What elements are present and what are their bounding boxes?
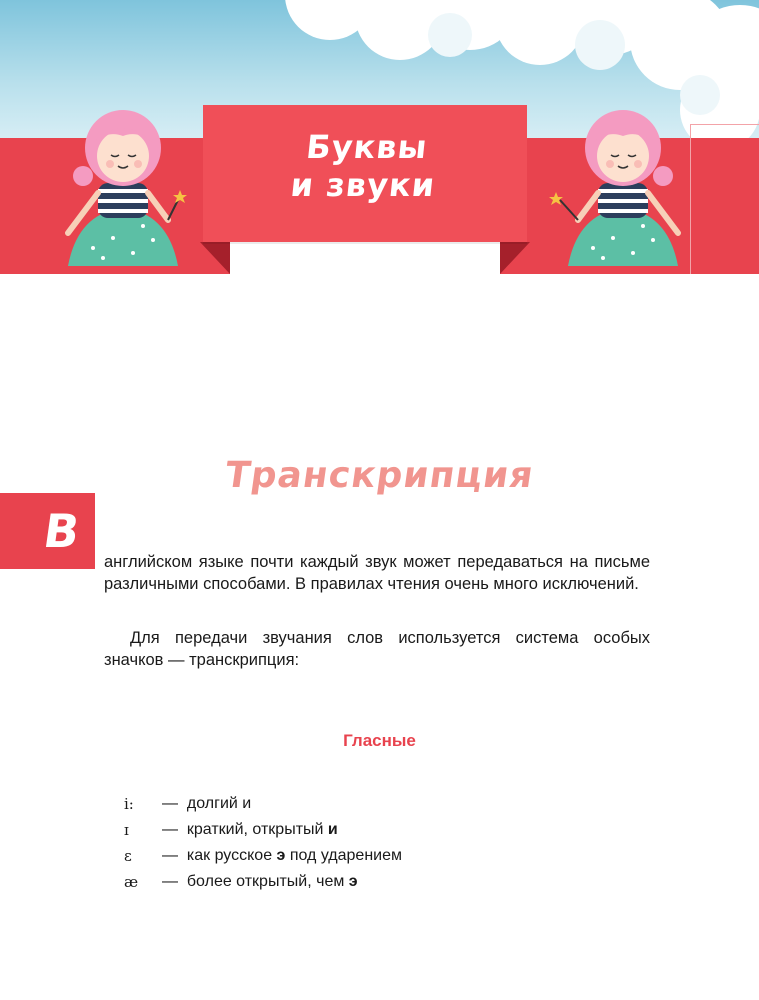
- dropcap-letter: В: [40, 504, 83, 558]
- fairy-girl-illustration-left: [48, 108, 198, 266]
- transcription-paragraph: Для передачи звучания слов используется система особых значков — транскрипция:: [104, 629, 650, 669]
- vowel-description: — долгий и: [162, 795, 252, 812]
- vowel-description: — как русское э под ударением: [162, 847, 402, 864]
- list-item: [124, 843, 402, 869]
- section-title: Транскрипция: [222, 455, 537, 496]
- phonetic-symbol: æ: [124, 873, 139, 891]
- fairy-girl-illustration-right: [548, 108, 698, 266]
- phonetic-symbol: ɪ: [124, 821, 129, 839]
- ribbon-fold-right: [500, 242, 530, 274]
- chapter-title-line1: Буквы: [304, 128, 430, 166]
- phonetic-symbol: i:: [124, 795, 134, 813]
- vowel-description: — краткий, открытый и: [162, 821, 338, 838]
- list-item: [124, 817, 402, 843]
- chapter-title: [199, 128, 531, 204]
- ribbon-fold-left: [200, 242, 230, 274]
- list-item: [124, 869, 402, 895]
- vowels-heading: Гласные: [343, 731, 416, 750]
- vowels-list: [124, 791, 402, 895]
- intro-paragraph: английском языке почти каждый звук может передаваться на письме различными способами. В правилах чтения очень много исключений.: [104, 553, 650, 593]
- vowel-description: — более открытый, чем э: [162, 873, 358, 890]
- ribbon-gap: [230, 242, 500, 274]
- list-item: [124, 791, 402, 817]
- phonetic-symbol: ɛ: [124, 847, 132, 865]
- chapter-title-line2: и звуки: [288, 166, 438, 204]
- ribbon-frame-decoration: [690, 124, 759, 274]
